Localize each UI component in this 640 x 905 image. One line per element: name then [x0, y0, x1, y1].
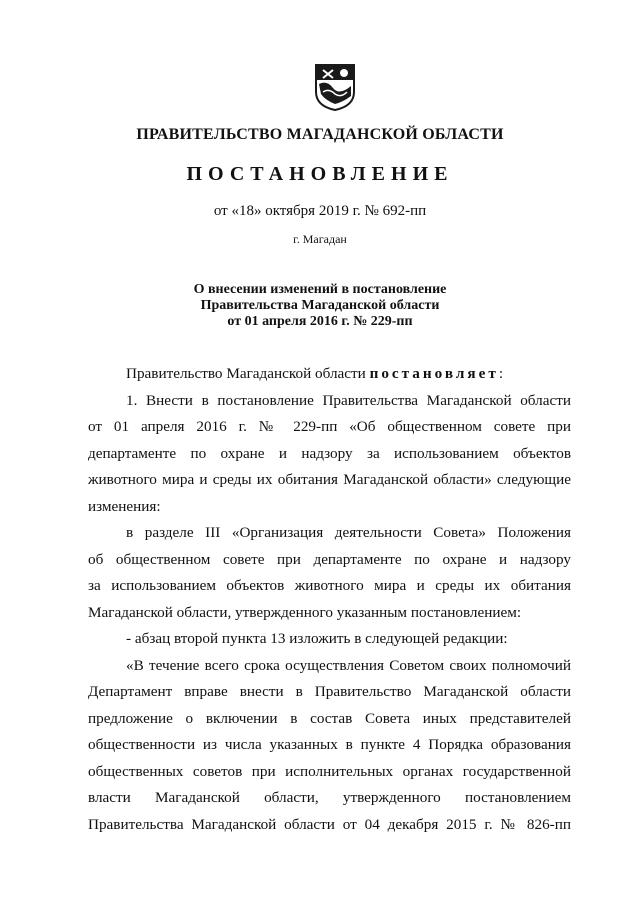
intro-prefix: Правительство Магаданской области — [126, 365, 370, 382]
body-line: Правительства Магаданской области от 04 декабря 2015 г. № 826-пп — [88, 815, 571, 833]
body-line: общественных советов при исполнительных органах государственной — [88, 762, 571, 780]
body-line: - абзац второй пункта 13 изложить в следующей редакции: — [126, 630, 508, 647]
intro-suffix: : — [498, 365, 504, 382]
body-line: департаменте по охране и надзору за использованием объектов — [88, 444, 571, 462]
organization-title: ПРАВИТЕЛЬСТВО МАГАДАНСКОЙ ОБЛАСТИ — [136, 126, 504, 143]
document-city: г. Магадан — [293, 232, 347, 246]
body-line: 1. Внести в постановление Правительства Магаданской области — [126, 391, 571, 409]
coat-of-arms-emblem — [313, 62, 357, 112]
body-line: животного мира и среды их обитания Магаданской области» следующие — [88, 471, 571, 488]
subject-line-2: Правительства Магаданской области — [200, 298, 440, 313]
body-line: за использованием объектов животного мира и среды их обитания — [88, 577, 571, 594]
body-line: Департамент вправе внести в Правительство Магаданской области — [88, 683, 571, 700]
body-line: предложение о включении в состав Совета иных представителей — [88, 709, 571, 727]
body-line: общественности из числа указанных в пункте 4 Порядка образования — [88, 736, 571, 753]
body-line: Магаданской области, утвержденного указанным постановлением: — [88, 603, 522, 621]
intro-keyword: постановляет — [369, 365, 499, 382]
document-type-title: ПОСТАНОВЛЕНИЕ — [186, 163, 454, 185]
body-line: власти Магаданской области, утвержденного постановлением — [88, 789, 571, 806]
document-number: от «18» октября 2019 г. № 692-пп — [213, 203, 427, 219]
subject-line-3: от 01 апреля 2016 г. № 229-пп — [227, 314, 413, 329]
body-line: от 01 апреля 2016 г. № 229-пп «Об общественном совете при — [88, 418, 571, 435]
subject-line-1: О внесении изменений в постановление — [193, 282, 447, 297]
body-line: «В течение всего срока осуществления Советом своих полномочий — [126, 656, 571, 674]
body-line: об общественном совете при департаменте по охране и надзору — [88, 550, 571, 568]
body-line: в разделе III «Организация деятельности Совета» Положения — [126, 524, 571, 541]
intro-line — [88, 361, 571, 388]
document-body — [88, 361, 571, 838]
body-line: изменения: — [88, 497, 161, 515]
